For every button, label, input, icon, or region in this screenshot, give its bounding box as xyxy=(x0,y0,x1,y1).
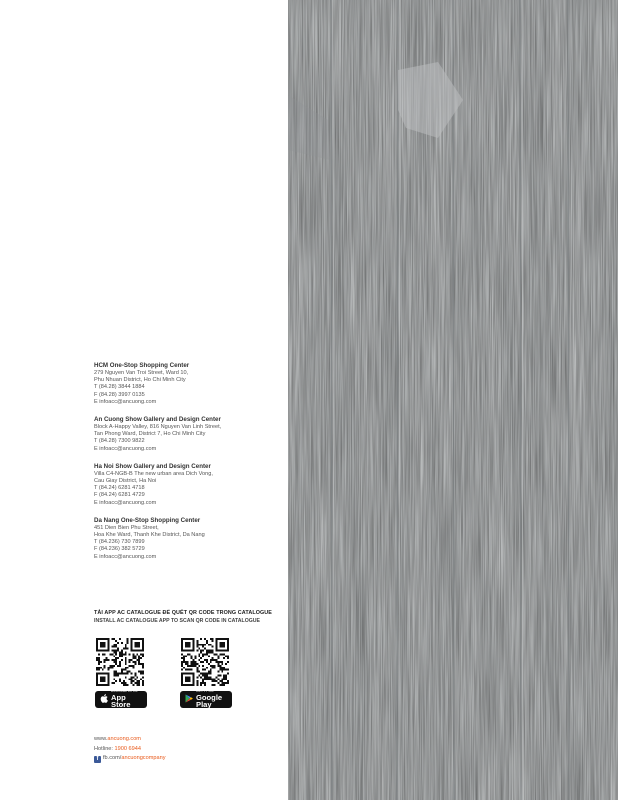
office-address: Hoa Khe Ward, Thanh Khe District, Da Nang xyxy=(94,532,205,539)
office-phone: T (84.236) 730 7899 xyxy=(94,539,145,546)
office-hcm xyxy=(94,362,284,406)
website-link[interactable] xyxy=(94,735,284,745)
google-play-icon xyxy=(185,694,193,705)
office-phone: T (84.24) 6281 4718 xyxy=(94,485,145,492)
facebook-handle: ancuongcompany xyxy=(121,755,166,761)
office-fax: F (84.28) 3997 0135 xyxy=(94,391,145,398)
office-address: 451 Dien Bien Phu Street, xyxy=(94,524,159,531)
apple-icon xyxy=(100,694,108,705)
hotline-label: Hotline: xyxy=(94,745,115,752)
office-hanoi xyxy=(94,463,284,507)
contact-list xyxy=(94,362,284,571)
hotline-number: 1900 6944 xyxy=(114,745,141,752)
office-name: Da Nang One-Stop Shopping Center xyxy=(94,516,201,524)
facebook-prefix: fb.com/ xyxy=(103,755,122,761)
office-address: Cau Giay District, Ha Noi xyxy=(94,478,157,485)
facebook-link[interactable] xyxy=(94,754,284,764)
facebook-icon: f xyxy=(94,756,101,763)
qr-code-googleplay[interactable] xyxy=(181,638,229,686)
google-play-label: Google Play xyxy=(196,692,223,710)
office-address: Block A-Happy Valley, 816 Nguyen Van Linh Street, xyxy=(94,424,222,431)
office-name: Ha Noi Show Gallery and Design Center xyxy=(94,462,211,470)
google-play-small-label: GET IT ON xyxy=(196,689,214,694)
office-email: E infoacc@ancuong.com xyxy=(94,553,157,560)
office-gallery-hcm xyxy=(94,416,284,453)
office-email: E infoacc@ancuong.com xyxy=(94,398,157,405)
app-store-label: App Store xyxy=(111,692,131,710)
app-download-section xyxy=(94,609,284,625)
qr-code-appstore[interactable] xyxy=(96,638,144,686)
footer-contacts xyxy=(94,735,284,764)
app-title-english: INSTALL AC CATALOGUE APP TO SCAN QR CODE IN CATALOGUE xyxy=(94,618,260,624)
concrete-wood-texture-image xyxy=(288,0,618,800)
office-phone: T (84.28) 3844 1884 xyxy=(94,384,145,391)
office-fax: F (84.24) 6281 4729 xyxy=(94,492,145,499)
office-email: E infoacc@ancuong.com xyxy=(94,445,157,452)
office-name: HCM One-Stop Shopping Center xyxy=(94,362,190,369)
app-title-vietnamese: TẢI APP AC CATALOGUE ĐỂ QUÉT QR CODE TRONG CATALOGUE xyxy=(94,610,272,616)
office-fax: F (84.236) 382 5729 xyxy=(94,546,145,553)
app-store-badge[interactable] xyxy=(95,691,147,708)
google-play-badge[interactable] xyxy=(180,691,232,708)
office-name: An Cuong Show Gallery and Design Center xyxy=(94,416,221,424)
office-phone: T (84.28) 7300 9822 xyxy=(94,438,145,445)
website-prefix: www. xyxy=(94,736,108,742)
office-email: E infoacc@ancuong.com xyxy=(94,499,157,506)
app-store-small-label: Download on the xyxy=(111,689,138,694)
office-address: 279 Nguyen Van Troi Street, Ward 10, xyxy=(94,370,189,376)
website-domain: ancuong.com xyxy=(107,736,141,742)
office-address: Tan Phong Ward, District 7, Ho Chi Minh City xyxy=(94,431,206,438)
office-danang xyxy=(94,517,284,561)
office-address: Phu Nhuan District, Ho Chi Minh City xyxy=(94,377,186,384)
office-address: Villa C4-NGB-B The new urban area Dich Vong, xyxy=(94,470,213,477)
hotline xyxy=(94,745,284,755)
